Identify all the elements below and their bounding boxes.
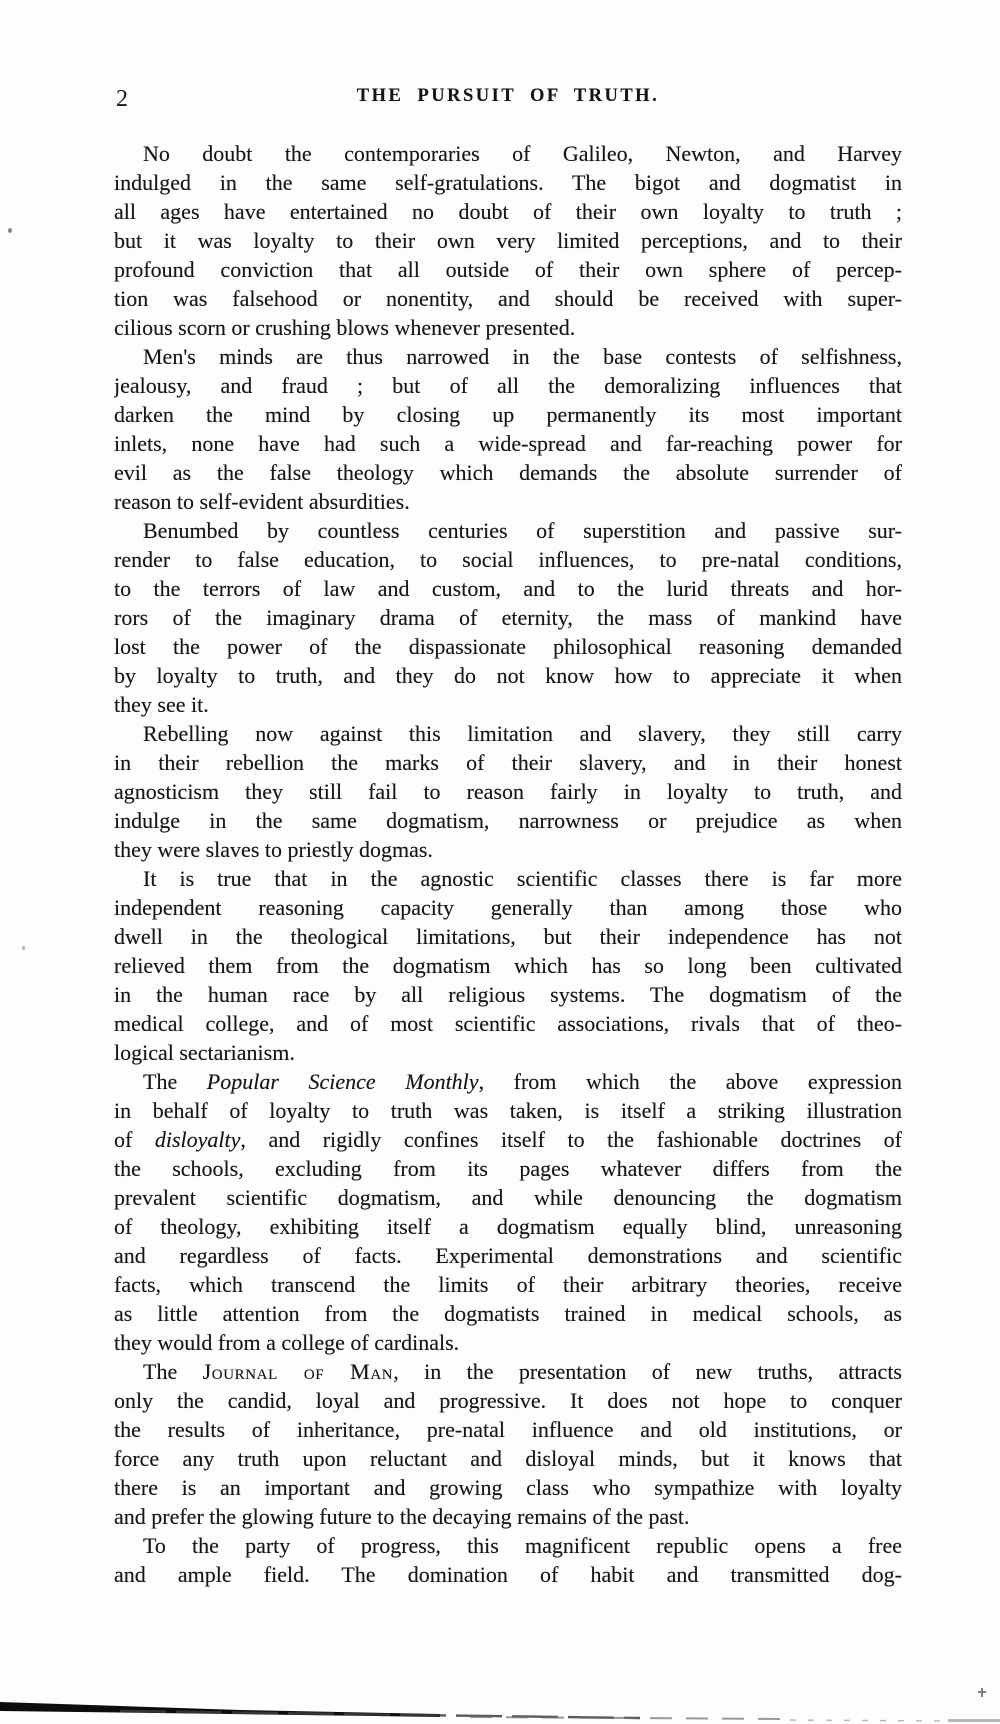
- text-line: [114, 777, 902, 806]
- text-line: [114, 400, 902, 429]
- text-line: [114, 893, 902, 922]
- body-text: reason to self-evident absurdities.: [114, 489, 410, 514]
- text-line: [114, 313, 902, 342]
- body-text: the results of inheritance, pre-natal influence and old institutions, or: [114, 1417, 902, 1442]
- text-line: [114, 690, 902, 719]
- text-line: [114, 1009, 902, 1038]
- page-header: [114, 86, 902, 114]
- text-line: [114, 951, 902, 980]
- body-text: but it was loyalty to their own very limited perceptions, and to their: [114, 228, 902, 253]
- body-text: there is an important and growing class who sympathize with loyalty: [114, 1475, 902, 1500]
- body-text: facts, which transcend the limits of their arbitrary theories, receive: [114, 1272, 902, 1297]
- paragraph: [114, 342, 902, 516]
- body-text: force any truth upon reluctant and disloyal minds, but it knows that: [114, 1446, 902, 1471]
- text-line: [114, 371, 902, 400]
- body-text: Benumbed by countless centuries of superstition and passive sur-: [143, 518, 902, 543]
- body-text: relieved them from the dogmatism which has so long been cultivated: [114, 953, 902, 978]
- body-text: To the party of progress, this magnificent republic opens a free: [143, 1533, 902, 1558]
- text-line: [114, 719, 902, 748]
- scan-speck: [8, 228, 12, 233]
- body-text: independent reasoning capacity generally than among those who: [114, 895, 902, 920]
- body-text: logical sectarianism.: [114, 1040, 295, 1065]
- italic-text: disloyalty: [154, 1127, 241, 1152]
- body-text: they see it.: [114, 692, 209, 717]
- body-text: the schools, excluding from its pages whatever differs from the: [114, 1156, 902, 1181]
- text-line: [114, 835, 902, 864]
- page-number: 2: [116, 86, 128, 112]
- body-text: The: [143, 1069, 207, 1094]
- body-text: they would from a college of cardinals.: [114, 1330, 460, 1355]
- text-line: [114, 1154, 902, 1183]
- text-line: [114, 1212, 902, 1241]
- text-line: [114, 545, 902, 574]
- text-line: [114, 284, 902, 313]
- paragraph: [114, 719, 902, 864]
- body-text: lost the power of the dispassionate philosophical reasoning demanded: [114, 634, 902, 659]
- text-line: [114, 1531, 902, 1560]
- body-text: The: [143, 1359, 203, 1384]
- text-line: [114, 1328, 902, 1357]
- paragraph: [114, 139, 902, 342]
- body-text: evil as the false theology which demands the absolute surrender of: [114, 460, 902, 485]
- text-line: [114, 487, 902, 516]
- body-text: profound conviction that all outside of their own sphere of percep-: [114, 257, 902, 282]
- text-line: [114, 1241, 902, 1270]
- paragraph: [114, 516, 902, 719]
- text-line: [114, 1125, 902, 1154]
- body-text: medical college, and of most scientific associations, rivals that of theo-: [114, 1011, 902, 1036]
- body-text: tion was falsehood or nonentity, and should be received with super-: [114, 286, 902, 311]
- text-line: [114, 1560, 902, 1589]
- paragraph: [114, 1067, 902, 1357]
- body-text: and prefer the glowing future to the decaying remains of the past.: [114, 1504, 690, 1529]
- paragraph: [114, 1531, 902, 1589]
- text-line: [114, 1067, 902, 1096]
- text-line: [114, 1473, 902, 1502]
- text-line: [114, 864, 902, 893]
- body-text: jealousy, and fraud ; but of all the demoralizing influences that: [114, 373, 902, 398]
- body-text: in the human race by all religious systems. The dogmatism of the: [114, 982, 902, 1007]
- text-line: [114, 1415, 902, 1444]
- body-text: rors of the imaginary drama of eternity, the mass of mankind have: [114, 605, 902, 630]
- body-text: Men's minds are thus narrowed in the base contests of selfishness,: [143, 344, 902, 369]
- body-text: cilious scorn or crushing blows whenever presented.: [114, 315, 576, 340]
- paragraph: [114, 1357, 902, 1531]
- scan-speck: [22, 946, 25, 950]
- text-line: [114, 342, 902, 371]
- text-line: [114, 1444, 902, 1473]
- text-line: [114, 922, 902, 951]
- text-line: [114, 458, 902, 487]
- body-text: It is true that in the agnostic scientific classes there is far more: [143, 866, 902, 891]
- text-line: [114, 139, 902, 168]
- body-text: darken the mind by closing up permanently its most important: [114, 402, 902, 427]
- body-text: and ample field. The domination of habit and transmitted dog-: [114, 1562, 902, 1587]
- text-line: [114, 516, 902, 545]
- body-text: , from which the above expression: [478, 1069, 902, 1094]
- body-text: they were slaves to priestly dogmas.: [114, 837, 433, 862]
- text-line: [114, 197, 902, 226]
- text-line: [114, 1183, 902, 1212]
- body-text: and regardless of facts. Experimental demonstrations and scientific: [114, 1243, 902, 1268]
- text-line: [114, 661, 902, 690]
- text-line: [114, 429, 902, 458]
- text-line: [114, 603, 902, 632]
- text-line: [114, 632, 902, 661]
- text-line: [114, 1096, 902, 1125]
- body-text: render to false education, to social influences, to pre-natal conditions,: [114, 547, 902, 572]
- text-line: [114, 574, 902, 603]
- body-text: agnosticism they still fail to reason fairly in loyalty to truth, and: [114, 779, 902, 804]
- body-text: , in the presentation of new truths, attracts: [393, 1359, 902, 1384]
- body-text: dwell in the theological limitations, but their independence has not: [114, 924, 902, 949]
- scan-edge-artifact: [0, 1684, 1000, 1724]
- body-text: all ages have entertained no doubt of their own loyalty to truth ;: [114, 199, 902, 224]
- text-line: [114, 226, 902, 255]
- body-text: No doubt the contemporaries of Galileo, Newton, and Harvey: [143, 141, 902, 166]
- text-line: [114, 980, 902, 1009]
- italic-text: Popular Science Monthly: [206, 1069, 479, 1094]
- text-line: [114, 1386, 902, 1415]
- text-line: [114, 168, 902, 197]
- text-line: [114, 255, 902, 284]
- body-text: only the candid, loyal and progressive. It does not hope to conquer: [114, 1388, 902, 1413]
- body-text: as little attention from the dogmatists trained in medical schools, as: [114, 1301, 902, 1326]
- body-text: indulge in the same dogmatism, narrowness or prejudice as when: [114, 808, 902, 833]
- text-block: [114, 139, 902, 1589]
- body-text: indulged in the same self-gratulations. The bigot and dogmatist in: [114, 170, 902, 195]
- body-text: in behalf of loyalty to truth was taken, is itself a striking illustration: [114, 1098, 902, 1123]
- text-line: [114, 1357, 902, 1386]
- body-text: inlets, none have had such a wide-spread and far-reaching power for: [114, 431, 902, 456]
- small-caps-text: Journal of Man: [202, 1359, 394, 1384]
- text-line: [114, 1299, 902, 1328]
- text-line: [114, 1502, 902, 1531]
- text-line: [114, 806, 902, 835]
- running-title: THE PURSUIT OF TRUTH.: [356, 86, 660, 106]
- text-line: [114, 1270, 902, 1299]
- paragraph: [114, 864, 902, 1067]
- body-text: , and rigidly confines itself to the fashionable doctrines of: [240, 1127, 902, 1152]
- body-text: Rebelling now against this limitation and slavery, they still carry: [143, 721, 902, 746]
- body-text: prevalent scientific dogmatism, and while denouncing the dogmatism: [114, 1185, 902, 1210]
- text-line: [114, 1038, 902, 1067]
- body-text: of theology, exhibiting itself a dogmatism equally blind, unreasoning: [114, 1214, 902, 1239]
- body-text: to the terrors of law and custom, and to the lurid threats and hor-: [114, 576, 902, 601]
- body-text: in their rebellion the marks of their slavery, and in their honest: [114, 750, 902, 775]
- body-text: of: [114, 1127, 155, 1152]
- text-line: [114, 748, 902, 777]
- body-text: by loyalty to truth, and they do not know how to appreciate it when: [114, 663, 902, 688]
